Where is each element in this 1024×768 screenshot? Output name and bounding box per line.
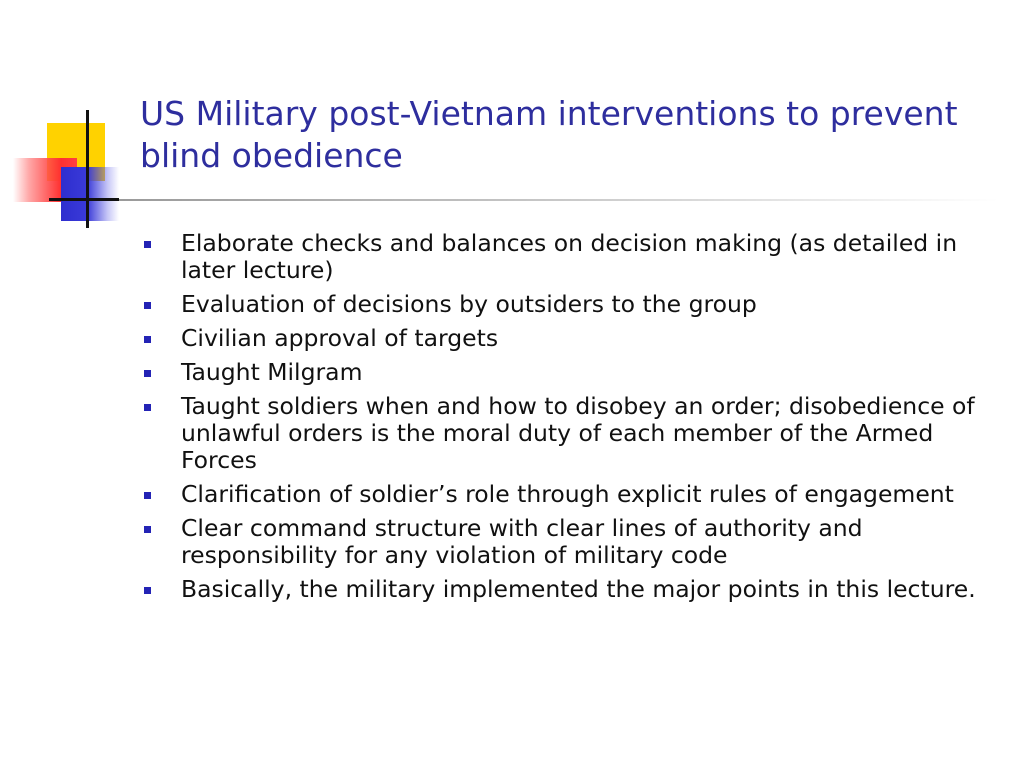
bullet-text: Clarification of soldier’s role through explicit rules of engagement	[181, 480, 954, 508]
square-bullet-icon	[144, 336, 151, 343]
bullet-item	[143, 325, 983, 352]
slide-title: US Military post-Vietnam interventions to prevent blind obedience	[140, 94, 958, 175]
bullet-text: Elaborate checks and balances on decision making (as detailed in later lecture)	[181, 229, 958, 284]
logo-horizontal-line	[49, 198, 119, 201]
square-bullet-icon	[144, 492, 151, 499]
bullet-item	[143, 291, 983, 318]
bullet-text: Taught soldiers when and how to disobey an order; disobedience of unlawful orders is the moral duty of each member of the Armed Forces	[181, 392, 975, 474]
bullet-item	[143, 359, 983, 386]
bullet-item	[143, 481, 983, 508]
square-bullet-icon	[144, 404, 151, 411]
square-bullet-icon	[144, 370, 151, 377]
square-bullet-icon	[144, 241, 151, 248]
square-bullet-icon	[144, 302, 151, 309]
bullet-text: Civilian approval of targets	[181, 324, 499, 352]
bullet-item	[143, 230, 983, 284]
bullet-text: Basically, the military implemented the major points in this lecture.	[181, 575, 976, 603]
bullet-text: Evaluation of decisions by outsiders to the group	[181, 290, 757, 318]
square-bullet-icon	[144, 526, 151, 533]
logo-blue-square	[61, 167, 119, 221]
bullet-item	[143, 515, 983, 569]
title-divider	[119, 199, 999, 201]
bullet-item	[143, 576, 983, 603]
bullet-text: Clear command structure with clear lines of authority and responsibility for any violation of military code	[181, 514, 863, 569]
bullet-text: Taught Milgram	[181, 358, 363, 386]
bullet-item	[143, 393, 983, 474]
bullet-list	[143, 230, 983, 610]
square-bullet-icon	[144, 587, 151, 594]
logo-vertical-line	[86, 110, 89, 228]
